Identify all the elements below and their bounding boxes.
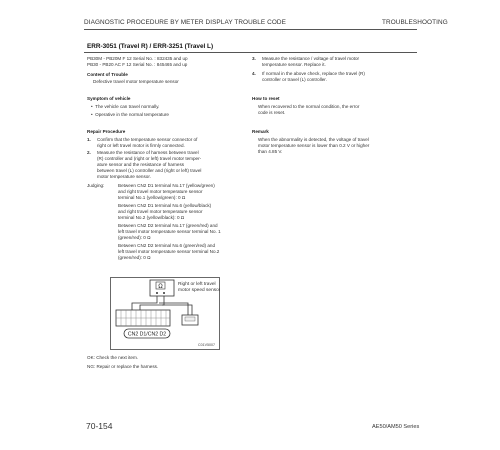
repair-step-4: 4. If normal in the above check, replace the travel (R) controller or travel (L) controller. bbox=[252, 71, 365, 82]
connector-label: CN2 D1/CN2 D2 bbox=[127, 331, 167, 338]
judging-list bbox=[118, 183, 258, 261]
header-chapter-title: TROUBLESHOOTING bbox=[382, 19, 448, 26]
step-number: 2. bbox=[87, 150, 91, 155]
judging-item: Between CN2 D1 terminal No.17 (yellow/green) and right travel motor temperature sensor terminal No.1 (yellow/green): 0 Ω bbox=[118, 183, 215, 200]
step-number: 4. bbox=[252, 71, 256, 76]
judging-item: Between CN2 D2 terminal No.17 (green/red) and left travel motor temperature sensor terminal No. 1 (green/red): 0 Ω bbox=[118, 223, 221, 240]
sensor-icon bbox=[150, 280, 174, 296]
how-to-reset-heading: How to reset bbox=[252, 96, 280, 101]
symptom-item: • The vehicle can travel normally. bbox=[91, 104, 160, 109]
error-code-title: ERR-3051 (Travel R) / ERR-3251 (Travel L) bbox=[87, 43, 214, 50]
wiring-diagram bbox=[110, 277, 220, 350]
symptom-item: • Operative in the normal temperature bbox=[91, 112, 169, 117]
model-series: AE50/AM50 Series bbox=[372, 424, 420, 430]
judging-item: Between CN2 D2 terminal No.6 (green/red) and left travel motor temperature sensor terminal No.2 (green/red): 0 Ω bbox=[118, 243, 220, 260]
header-section-title: DIAGNOSTIC PROCEDURE BY METER DISPLAY TROUBLE CODE bbox=[84, 19, 286, 26]
judging-label: Judging: bbox=[87, 183, 105, 188]
figure-id: C01V5007 bbox=[198, 343, 215, 347]
sensor-label-line-1: Right or left travel bbox=[178, 282, 216, 287]
applicability-line: PB30M - PB20M F 12 Serial No. : 832435 and up bbox=[87, 56, 188, 61]
symptom-list bbox=[91, 104, 169, 118]
content-of-trouble-text: Defective travel motor temperature sensor bbox=[93, 79, 179, 84]
controller-connector-icon bbox=[116, 310, 170, 326]
repair-heading: Repair Procedure bbox=[87, 129, 126, 134]
step-number: 3. bbox=[252, 56, 256, 61]
symptom-heading: Symptom of vehicle bbox=[87, 96, 131, 101]
repair-step-1: 1. Confirm that the temperature sensor connector of right or left travel motor is firmly connected. bbox=[87, 137, 198, 148]
sensor-label-line-2: motor speed sensor bbox=[178, 288, 220, 293]
title-rule bbox=[84, 52, 417, 53]
step-number: 1. bbox=[87, 137, 91, 142]
repair-step-3: 3. Measure the resistance / voltage of travel motor temperature sensor. Replace it. bbox=[252, 56, 360, 67]
header-rule bbox=[84, 29, 417, 30]
applicability-line: PB30 - PB20 AC F 12 Serial No. : 845465 and up bbox=[87, 62, 188, 67]
bullet-icon: • bbox=[91, 104, 96, 109]
how-to-reset-text: When recovered to the normal condition, the error code is reset. bbox=[258, 104, 360, 115]
bullet-icon: • bbox=[91, 112, 96, 117]
content-of-trouble-heading: Content of Trouble bbox=[87, 72, 128, 77]
repair-step-2: 2. Measure the resistance of harness between travel (R) controller and (right or left) travel motor temper- ature sensor and the resistance of harness between travel (L) controller and (right or left) travel motor temperature sensor. bbox=[87, 150, 202, 179]
remark-heading: Remark bbox=[252, 129, 269, 134]
connector-label-box bbox=[124, 329, 170, 338]
svg-text:Ω: Ω bbox=[158, 283, 163, 290]
multimeter-icon bbox=[182, 315, 198, 325]
applicability-block bbox=[87, 56, 247, 68]
judging-item: Between CN2 D1 terminal No.6 (yellow/black) and right travel motor temperature sensor terminal No.2 (yellow/black): 0 Ω bbox=[118, 203, 212, 220]
result-ok: OK: Check the next item. bbox=[87, 355, 139, 360]
page-number: 70-154 bbox=[86, 421, 113, 431]
remark-text: When the abnormality is detected, the voltage of travel motor temperature sensor is lower than 0.2 V or higher than 4.85 V. bbox=[258, 137, 370, 154]
result-ng: NG: Repair or replace the harness. bbox=[87, 364, 159, 369]
